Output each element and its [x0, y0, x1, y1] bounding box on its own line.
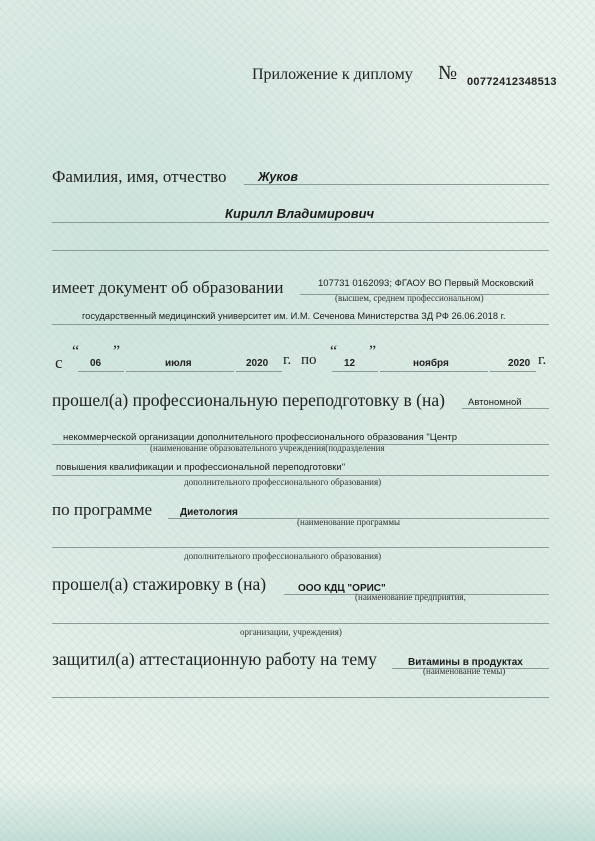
education-doc-caption: (высшем, среднем профессиональном)	[335, 293, 484, 303]
program-line-2	[52, 547, 549, 548]
to-day-line	[332, 371, 378, 372]
paper-bottom-pattern	[0, 781, 595, 841]
from-month-value: июля	[165, 358, 192, 369]
from-year-value: 2020	[246, 358, 269, 369]
to-year-line	[490, 371, 536, 372]
thesis-label: защитил(а) аттестационную работу на тему	[52, 649, 377, 669]
internship-line-2	[52, 623, 549, 624]
diploma-number: 00772412348513	[467, 76, 557, 88]
education-doc-value-1: 107731 0162093; ФГАОУ ВО Первый Московский	[318, 278, 534, 289]
from-year-suffix: г.	[283, 352, 292, 368]
fio-line-1	[244, 184, 549, 185]
retraining-caption-1: (наименование образовательного учреждения(подразделения	[150, 443, 385, 453]
from-day-value: 06	[90, 358, 102, 369]
program-caption-2: дополнительного профессионального образования)	[184, 551, 382, 561]
from-day-close-quote: ”	[113, 343, 121, 360]
to-day-close-quote: ”	[369, 343, 377, 360]
thesis-value: Витамины в продуктах	[408, 657, 523, 668]
internship-value: ООО КДЦ "ОРИС"	[298, 583, 386, 594]
from-day-line	[78, 371, 124, 372]
retraining-value-2: некоммерческой организации дополнительного профессионального образования "Центр	[63, 432, 457, 443]
from-year-line	[236, 371, 282, 372]
fio-line-3	[52, 250, 549, 251]
education-doc-line-2	[52, 324, 549, 325]
retraining-label: прошел(а) профессиональную переподготовку в (на)	[52, 390, 445, 410]
surname-value: Жуков	[258, 170, 298, 184]
retraining-value-1: Автономной	[468, 397, 522, 408]
to-month-value: ноября	[413, 358, 449, 369]
thesis-line-2	[52, 697, 549, 698]
fio-label: Фамилия, имя, отчество	[52, 167, 227, 186]
retraining-value-3: повышения квалификации и профессиональной переподготовки"	[56, 462, 346, 473]
period-from-prefix: с	[55, 353, 63, 372]
retraining-caption-2: дополнительного профессионального образования)	[184, 477, 382, 487]
internship-caption-2: организации, учреждения)	[240, 627, 342, 637]
to-month-line	[380, 371, 488, 372]
retraining-line-1	[462, 408, 549, 409]
number-sign: №	[438, 62, 458, 84]
to-year-value: 2020	[508, 358, 531, 369]
retraining-line-3	[52, 475, 549, 476]
internship-label: прошел(а) стажировку в (на)	[52, 574, 267, 594]
to-day-value: 12	[344, 358, 356, 369]
given-names-value: Кирилл Владимирович	[225, 206, 375, 221]
from-month-line	[126, 371, 234, 372]
education-doc-value-2: государственный медицинский университет им. И.М. Сеченова Министерства ЗД РФ 26.06.2018 г.	[82, 311, 506, 321]
from-day-open-quote: “	[72, 343, 80, 360]
program-value: Диетология	[180, 507, 238, 518]
internship-caption: (наименование предприятия,	[355, 592, 466, 602]
retraining-line-2	[52, 444, 549, 445]
document-title: Приложение к диплому	[252, 66, 413, 83]
fio-line-2	[52, 222, 549, 223]
period-to-prefix: по	[301, 352, 317, 368]
education-doc-label: имеет документ об образовании	[52, 278, 284, 297]
to-day-open-quote: “	[330, 343, 338, 360]
thesis-caption: (наименование темы)	[423, 666, 506, 676]
program-label: по программе	[52, 500, 153, 519]
program-caption: (наименование программы	[297, 517, 401, 527]
to-year-suffix: г.	[538, 352, 547, 368]
